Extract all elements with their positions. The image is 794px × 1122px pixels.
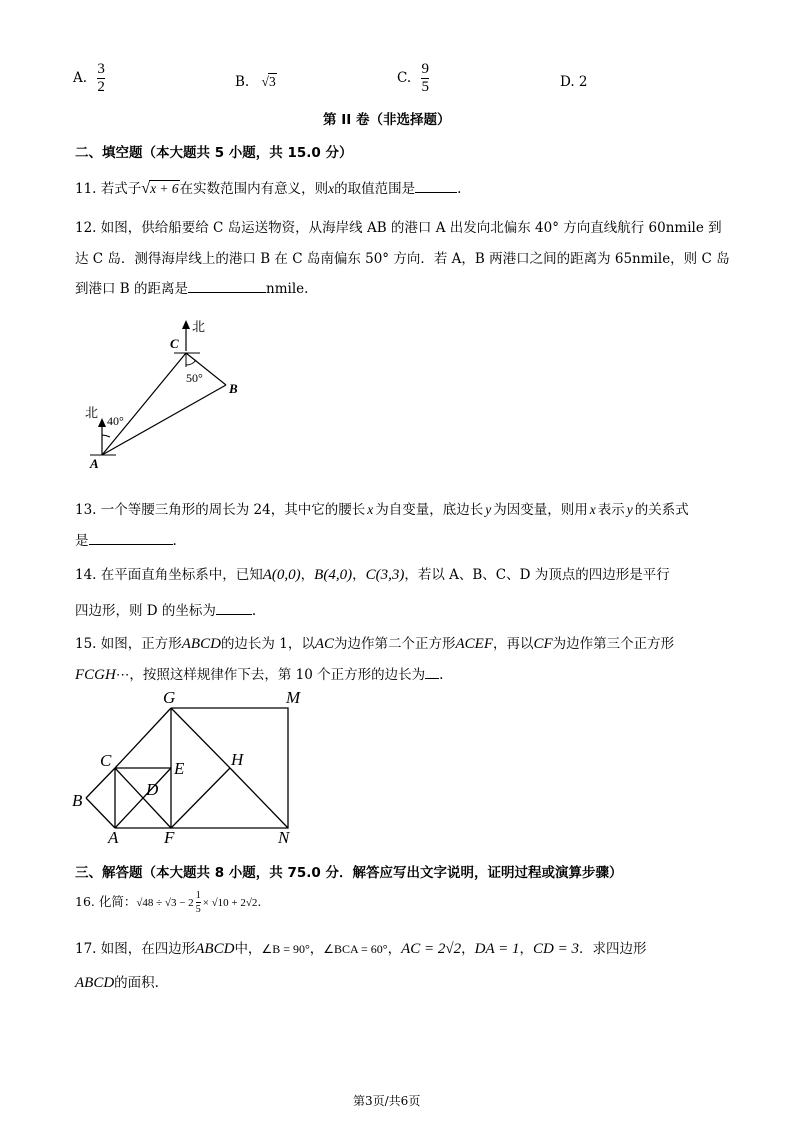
q13-line2 — [75, 529, 177, 549]
option-d: D. 2 — [560, 74, 588, 90]
q16-prefix: 16. 化简： — [75, 894, 137, 909]
q11-text-a: 在实数范围内有意义，则 — [179, 181, 329, 197]
q14-suffix: ，若以 A、B、C、D 为顶点的四边形是平行 — [404, 567, 670, 583]
segment-ba — [86, 798, 115, 828]
q11-prefix: 若式子 — [100, 181, 142, 197]
label-m: M — [286, 688, 301, 707]
q14-point-b: B(4,0) — [314, 567, 353, 583]
q15-line2 — [75, 663, 443, 684]
option-a-label: A. — [73, 70, 88, 86]
label-f: F — [164, 828, 175, 847]
segment-hn — [230, 768, 288, 828]
q17-sep-4: ， — [519, 941, 533, 957]
label-g: G — [163, 688, 176, 707]
q15-line1 — [75, 632, 674, 653]
q14-prefix: 14. 在平面直角坐标系中，已知 — [75, 567, 263, 583]
q14-end: . — [251, 603, 257, 619]
q17-da: DA = 1 — [474, 941, 520, 957]
segment-ca — [102, 353, 186, 455]
q16-expr-b: × √10 + 2√2 — [202, 897, 258, 909]
q17-cd: CD = 3 — [533, 941, 579, 957]
option-a-numerator: 3 — [97, 61, 105, 77]
q11-radical: √ — [141, 180, 151, 197]
q16-end: . — [257, 894, 262, 909]
q14-answer-blank[interactable] — [216, 602, 252, 615]
q16-frac-num: 1 — [195, 890, 201, 901]
q12-line1: 12. 如图，供给船要给 C 岛运送物资，从海岸线 AB 的港口 A 出发向北偏东 40° 方向直线航行 60nmile 到 — [75, 220, 722, 236]
q17-sep-1: ， — [309, 941, 324, 957]
north-label-top: 北 — [192, 319, 206, 334]
label-d: D — [146, 780, 159, 799]
q16-frac-den: 5 — [195, 904, 201, 915]
option-b-value: 3 — [268, 74, 276, 89]
q17-sep-2: ， — [387, 941, 402, 957]
q12-line3-prefix: 到港口 B 的距离是 — [75, 281, 189, 297]
q14-line2-prefix: 四边形，则 D 的坐标为 — [75, 603, 216, 619]
q17-line1 — [75, 937, 646, 958]
q17-abcd: ABCD — [195, 941, 235, 957]
q14-line1 — [75, 563, 670, 584]
q17-prefix: 17. 如图，在四边形 — [75, 941, 196, 957]
part2-title: 第 II 卷（非选择题） — [323, 112, 451, 128]
angle-label-a: 40° — [107, 414, 124, 428]
q15-text-e: 为边作第三个正方形 — [552, 636, 675, 652]
q14-sep-1: ， — [300, 567, 315, 583]
q12-line2: 达 C 岛．测得海岸线上的港口 B 在 C 岛南偏东 50° 方向．若 A，B 两港口之间的距离为 65nmile，则 C 岛 — [75, 251, 730, 267]
q13-end: . — [172, 533, 177, 549]
q16-fraction — [196, 890, 201, 915]
q15-text-c: 为边作第二个正方形 — [334, 636, 456, 652]
label-a: A — [108, 828, 119, 847]
q15-acef: ACEF — [455, 636, 493, 652]
section3-title: 三、解答题（本大题共 8 小题，共 75.0 分．解答应写出文字说明，证明过程或演算步骤） — [75, 865, 623, 881]
q14-point-c: C(3,3) — [365, 567, 405, 583]
segment-gc — [115, 708, 171, 768]
option-a-fraction — [97, 62, 105, 95]
q15-abcd: ABCD — [181, 636, 221, 652]
q17-line2 — [75, 971, 159, 992]
label-c: C — [100, 751, 112, 770]
q11-var: x — [328, 181, 335, 196]
angle-label-c: 50° — [186, 371, 203, 385]
angle-arc-a — [102, 435, 110, 437]
question-11 — [75, 177, 461, 198]
option-c-label: C. — [397, 70, 412, 86]
figure-q12 — [80, 315, 260, 475]
q13-var-y-1: y — [485, 502, 492, 517]
label-h: H — [231, 750, 244, 769]
option-b-radical: √ — [261, 74, 269, 89]
q17-line2-text: 的面积. — [114, 975, 159, 991]
q11-text-b: 的取值范围是 — [334, 181, 416, 197]
segment-bc — [86, 768, 115, 798]
q11-number: 11. — [75, 181, 97, 197]
question-16 — [75, 890, 261, 915]
q15-fcgh: FCGH — [75, 667, 116, 683]
option-b — [235, 74, 277, 90]
q11-end: . — [457, 181, 462, 197]
q15-text-d: ，再以 — [493, 636, 534, 652]
q15-text-b: 的边长为 1，以 — [220, 636, 315, 652]
q13-line1 — [75, 498, 689, 518]
q15-ac: AC — [314, 636, 334, 652]
q13-var-x-1: x — [367, 502, 374, 517]
q13-answer-blank[interactable] — [89, 532, 173, 545]
figure-q15 — [68, 688, 318, 848]
north-arrow-c-head — [182, 320, 190, 329]
option-a — [73, 62, 105, 95]
option-c — [397, 62, 429, 95]
q17-angle-bca: ∠BCA = 60° — [323, 942, 388, 956]
q15-cf: CF — [533, 636, 553, 652]
q14-line2 — [75, 599, 256, 619]
label-e: E — [174, 759, 185, 778]
q13-var-x-2: x — [589, 502, 596, 517]
q15-end: . — [439, 667, 444, 683]
q12-answer-blank[interactable] — [188, 280, 266, 293]
option-b-label: B. — [235, 74, 250, 90]
angle-arc-c — [186, 360, 196, 365]
q17-sep-3: ， — [461, 941, 475, 957]
q17-suffix: ．求四边形 — [578, 941, 647, 957]
q13-line2-prefix: 是 — [75, 533, 89, 549]
q17-abcd-2: ABCD — [75, 975, 115, 991]
q13-var-y-2: y — [626, 502, 633, 517]
section2-title: 二、填空题（本大题共 5 小题，共 15.0 分） — [75, 145, 353, 161]
north-arrow-a-head — [98, 418, 106, 427]
q15-text-a: 15. 如图，正方形 — [75, 636, 182, 652]
q12-line3-suffix: nmile. — [266, 281, 309, 297]
option-c-denominator: 5 — [421, 79, 429, 95]
q16-expr-a: √48 ÷ √3 − 2 — [136, 897, 194, 909]
q12-line3 — [75, 277, 308, 297]
q14-point-a: A(0,0) — [262, 567, 301, 583]
q17-angle-b: ∠B = 90° — [261, 942, 310, 956]
q11-answer-blank[interactable] — [415, 180, 457, 193]
q17-ac: AC = 2√2 — [401, 941, 462, 957]
label-b: B — [72, 791, 83, 810]
label-n: N — [278, 828, 290, 847]
q15-text-f: ⋯，按照这样规律作下去，第 10 个正方形的边长为 — [115, 667, 426, 683]
q13-text-e: 的关系式 — [634, 502, 689, 518]
q13-text-c: 为因变量，则用 — [493, 502, 588, 518]
label-b: B — [229, 381, 238, 396]
q15-answer-blank[interactable] — [425, 666, 439, 679]
option-a-denominator: 2 — [97, 79, 105, 95]
option-c-fraction — [421, 62, 429, 95]
q11-expression: x + 6 — [150, 181, 179, 196]
q13-text-b: 为自变量，底边长 — [375, 502, 484, 518]
q13-text-d: 表示 — [597, 502, 625, 518]
north-label-left: 北 — [85, 405, 99, 420]
page-footer: 第3页/共6页 — [353, 1094, 421, 1108]
q17-mid: 中， — [234, 941, 262, 957]
label-c: C — [170, 336, 179, 351]
q14-sep-2: ， — [352, 567, 366, 583]
q13-text-a: 13. 一个等腰三角形的周长为 24，其中它的腰长 — [75, 502, 366, 518]
option-c-numerator: 9 — [421, 61, 429, 77]
label-a: A — [90, 456, 99, 471]
